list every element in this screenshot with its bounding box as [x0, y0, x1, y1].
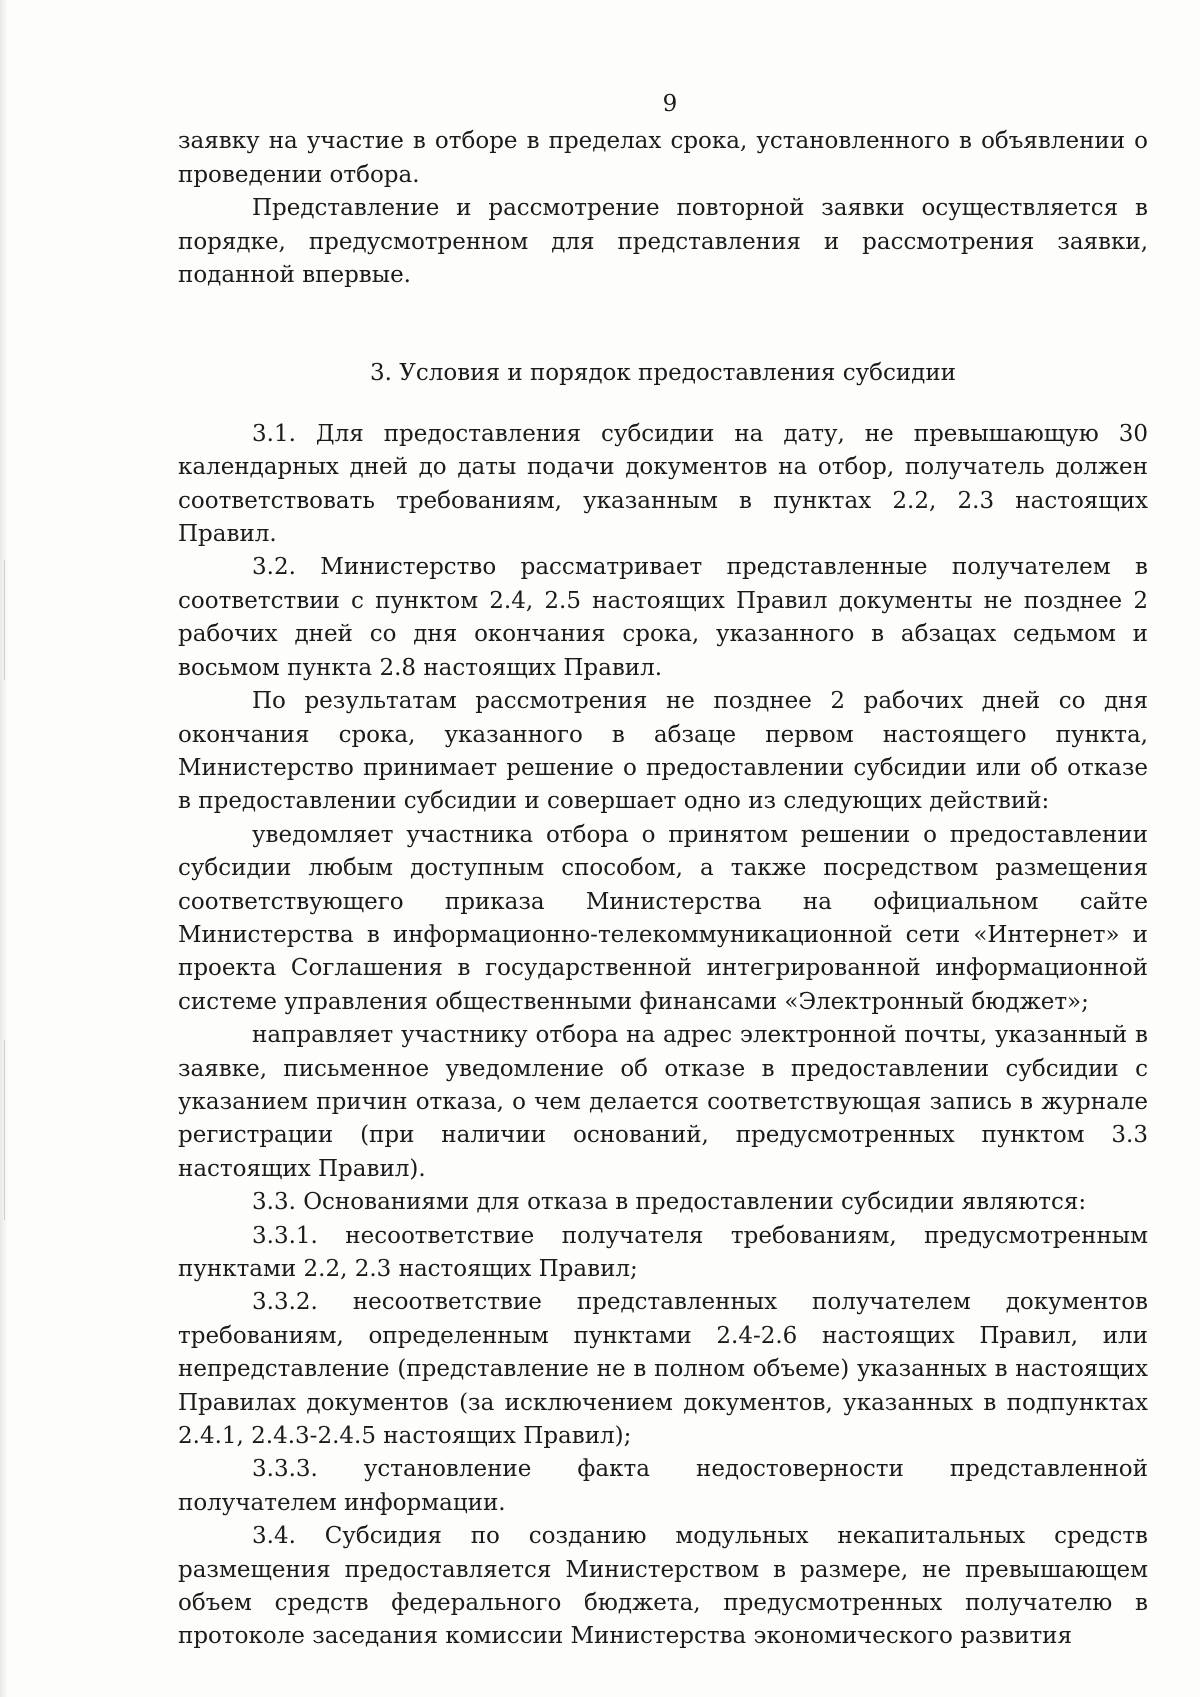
scan-edge: [0, 0, 8, 1697]
paragraph-repeat-application: Представление и рассмотрение повторной заявки осуществляется в порядке, предусмотренном для представления и рассмотрения заявки, поданной впервые.: [178, 195, 1148, 289]
scan-artifact: [4, 1040, 5, 1220]
paragraph-refusal-notice: направляет участнику отбора на адрес электронной почты, указанный в заявке, письменное уведомление об отказе в предоставлении субсидии с указанием причин отказа, о чем делается соответствующая запись в журнале регистрации (при наличии оснований, предусмотренных пунктом 3.3 настоящих Правил).: [178, 1022, 1148, 1182]
paragraph-3-1: 3.1. Для предоставления субсидии на дату, не превышающую 30 календарных дней до даты подачи документов на отбор, получатель должен соответствовать требованиям, указанным в пунктах 2.2, 2.3 настоящих Правил.: [178, 420, 1148, 548]
scan-artifact: [4, 560, 5, 680]
paragraph-review-results: По результатам рассмотрения не позднее 2 рабочих дней со дня окончания срока, указанного в абзаце первом настоящего пункта, Министерство принимает решение о предоставлении субсидии или об отказе в предоставлении субсидии и совершает одно из следующих действий:: [178, 688, 1148, 815]
paragraph-3-2: 3.2. Министерство рассматривает представленные получателем в соответствии с пунктом 2.4, 2.5 настоящих Правил документы не позднее 2 рабочих дней со дня окончания срока, указанного в абзацах седьмом и восьмом пункта 2.8 настоящих Правил.: [178, 554, 1148, 681]
paragraph-3-3-1: 3.3.1. несоответствие получателя требованиям, предусмотренным пунктами 2.2, 2.3 настоящих Правил;: [178, 1222, 1148, 1282]
paragraph-3-3: 3.3. Основаниями для отказа в предоставлении субсидии являются:: [252, 1189, 1087, 1216]
paragraph-3-4: 3.4. Субсидия по созданию модульных некапитальных средств размещения предоставляется Министерством в размере, не превышающем объем средств федерального бюджета, предусмотренных получателю в протоколе заседания комиссии Министерства экономического развития: [178, 1523, 1148, 1650]
paragraph-notify: уведомляет участника отбора о принятом решении о предоставлении субсидии любым доступным способом, а также посредством размещения соответствующего приказа Министерства на официальном сайте Министерства в информационно-телекоммуникационной сети «Интернет» и проекта Соглашения в государственной интегрированной информационной системе управления общественными финансами «Электронный бюджет»;: [178, 821, 1148, 1015]
paragraph-3-3-2: 3.3.2. несоответствие представленных получателем документов требованиям, определенным пунктами 2.4-2.6 настоящих Правил, или непредставление (представление не в полном объеме) указанных в настоящих Правилах документов (за исключением документов, указанных в подпунктах 2.4.1, 2.4.3-2.4.5 настоящих Правил);: [178, 1289, 1148, 1450]
paragraph-3-3-3: 3.3.3. установление факта недостоверности представленной получателем информации.: [178, 1456, 1148, 1516]
document-text: [178, 88, 1148, 1654]
section-heading: 3. Условия и порядок предоставления субсидии: [370, 360, 956, 387]
paragraph-continuation: заявку на участие в отборе в пределах срока, установленного в объявлении о проведении отбора.: [178, 128, 1148, 188]
page-number: 9: [662, 91, 678, 117]
